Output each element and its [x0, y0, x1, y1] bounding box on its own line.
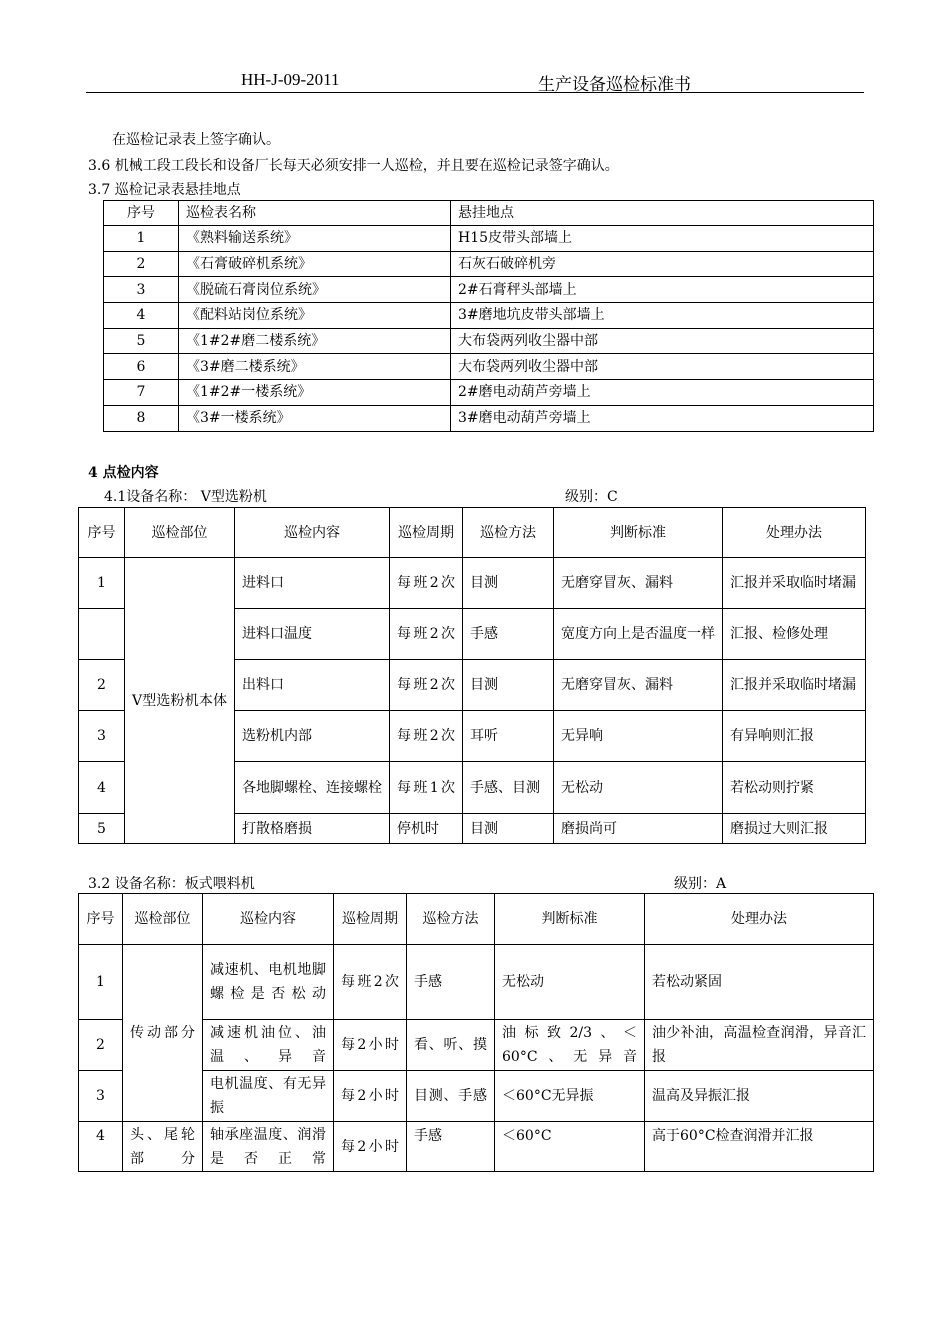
equipment-name-3-2: 3.2 设备名称：板式喂料机	[88, 876, 255, 892]
table-row	[104, 277, 874, 303]
cell: 耳听	[463, 711, 554, 762]
cell: 《1#2#一楼系统》	[179, 380, 451, 406]
table-row	[104, 380, 874, 406]
cell: 《1#2#磨二楼系统》	[179, 328, 451, 354]
cell: 油标致2/3、＜60°C、无异音	[495, 1020, 645, 1071]
cell: 手感、目测	[463, 762, 554, 814]
cell: 3#磨电动葫芦旁墙上	[451, 405, 874, 431]
cell: 目测	[463, 814, 554, 844]
cell: 5	[104, 328, 179, 354]
cell: 1	[104, 226, 179, 252]
cell: 减速机、电机地脚螺检是否松动	[203, 945, 334, 1020]
cell: 8	[104, 405, 179, 431]
header-cell: 判断标准	[495, 894, 645, 945]
cell: 2#磨电动葫芦旁墙上	[451, 380, 874, 406]
para-sign: 在巡检记录表上签字确认。	[112, 132, 280, 148]
cell: 高于60°C检查润滑并汇报	[645, 1122, 874, 1172]
cell: 《石膏破碎机系统》	[179, 251, 451, 277]
cell: 无异响	[554, 711, 723, 762]
table-row	[104, 328, 874, 354]
doc-code: HH-J-09-2011	[241, 70, 340, 89]
cell: 手感	[407, 945, 495, 1020]
cell: 4	[104, 303, 179, 329]
cell: 无松动	[554, 762, 723, 814]
cell: 各地脚螺栓、连接螺栓	[235, 762, 390, 814]
inspection-part-cell: 头、尾轮部分	[123, 1122, 203, 1172]
cell: 看、听、摸	[407, 1020, 495, 1071]
equipment-name-4-1: 4.1设备名称： V型选粉机	[104, 489, 267, 505]
cell	[79, 609, 125, 660]
cell: 手感	[407, 1122, 495, 1172]
cell: 进料口温度	[235, 609, 390, 660]
cell: 每班2次	[390, 558, 463, 609]
cell: 3	[79, 711, 125, 762]
cell: 温高及异振汇报	[645, 1071, 874, 1122]
table-row	[79, 558, 866, 609]
table-header-row	[79, 894, 874, 945]
cell: 3	[79, 1071, 123, 1122]
cell: 4	[79, 1122, 123, 1172]
cell: ＜60°C	[495, 1122, 645, 1172]
cell: 汇报、检修处理	[723, 609, 866, 660]
para-3-7: 3.7 巡检记录表悬挂地点	[88, 182, 241, 198]
para-3-6: 3.6 机械工段工段长和设备厂长每天必须安排一人巡检，并且要在巡检记录签字确认。	[88, 158, 619, 174]
cell: 电机温度、有无异振	[203, 1071, 334, 1122]
cell: 停机时	[390, 814, 463, 844]
inspection-part-cell: V型选粉机本体	[125, 558, 235, 844]
cell: 每班1次	[390, 762, 463, 814]
cell: 进料口	[235, 558, 390, 609]
table-header-row	[79, 508, 866, 558]
cell: 轴承座温度、润滑是否正常	[203, 1122, 334, 1172]
cell: 每2小时	[334, 1071, 407, 1122]
cell: 出料口	[235, 660, 390, 711]
table-row	[79, 1122, 874, 1172]
cell: 无磨穿冒灰、漏料	[554, 558, 723, 609]
cell: 《3#一楼系统》	[179, 405, 451, 431]
header-cell: 巡检内容	[203, 894, 334, 945]
cell: 磨损尚可	[554, 814, 723, 844]
v-separator-inspection-table	[78, 507, 866, 844]
level-3-2: 级别：A	[674, 876, 727, 892]
cell: 手感	[463, 609, 554, 660]
cell: 每班2次	[334, 945, 407, 1020]
header-cell: 序号	[79, 508, 125, 558]
header-cell: 巡检周期	[334, 894, 407, 945]
plate-feeder-inspection-table	[78, 893, 874, 1172]
cell: 《脱硫石膏岗位系统》	[179, 277, 451, 303]
cell: 磨损过大则汇报	[723, 814, 866, 844]
cell: 3#磨地坑皮带头部墙上	[451, 303, 874, 329]
cell: 汇报并采取临时堵漏	[723, 660, 866, 711]
table-row	[104, 405, 874, 431]
header-cell: 序号	[79, 894, 123, 945]
cell: 《熟料输送系统》	[179, 226, 451, 252]
cell: 2	[79, 1020, 123, 1071]
header-cell: 巡检表名称	[179, 201, 451, 226]
cell: 《配料站岗位系统》	[179, 303, 451, 329]
cell: 2	[79, 660, 125, 711]
header-cell: 序号	[104, 201, 179, 226]
cell: 有异响则汇报	[723, 711, 866, 762]
cell: 每班2次	[390, 711, 463, 762]
cell: H15皮带头部墙上	[451, 226, 874, 252]
table-row	[104, 354, 874, 380]
inspection-part-cell: 传动部分	[123, 945, 203, 1122]
cell: 7	[104, 380, 179, 406]
cell: 每班2次	[390, 660, 463, 711]
cell: 大布袋两列收尘器中部	[451, 354, 874, 380]
cell: 打散格磨损	[235, 814, 390, 844]
cell: 目测	[463, 558, 554, 609]
cell: 5	[79, 814, 125, 844]
cell: 2#石膏秤头部墙上	[451, 277, 874, 303]
cell: 石灰石破碎机旁	[451, 251, 874, 277]
header-cell: 处理办法	[723, 508, 866, 558]
header-cell: 悬挂地点	[451, 201, 874, 226]
header-cell: 巡检方法	[407, 894, 495, 945]
cell: 目测	[463, 660, 554, 711]
cell: 油少补油，高温检查润滑，异音汇报	[645, 1020, 874, 1071]
table-row	[104, 226, 874, 252]
cell: 汇报并采取临时堵漏	[723, 558, 866, 609]
cell: 宽度方向上是否温度一样	[554, 609, 723, 660]
header-cell: 巡检周期	[390, 508, 463, 558]
level-4-1: 级别：C	[565, 489, 618, 505]
cell: 无磨穿冒灰、漏料	[554, 660, 723, 711]
table-header-row	[104, 201, 874, 226]
section-4-title: 4 点检内容	[88, 465, 159, 481]
cell: 减速机油位、油温、异音	[203, 1020, 334, 1071]
cell: 1	[79, 558, 125, 609]
cell: 每班2次	[390, 609, 463, 660]
cell: 每2小时	[334, 1122, 407, 1172]
table-row	[104, 251, 874, 277]
doc-title: 生产设备巡检标准书	[538, 75, 691, 94]
cell: 《3#磨二楼系统》	[179, 354, 451, 380]
cell: 2	[104, 251, 179, 277]
cell: 大布袋两列收尘器中部	[451, 328, 874, 354]
page-header	[86, 68, 864, 93]
header-cell: 巡检部位	[123, 894, 203, 945]
cell: 若松动则拧紧	[723, 762, 866, 814]
cell: ＜60°C无异振	[495, 1071, 645, 1122]
cell: 4	[79, 762, 125, 814]
header-cell: 处理办法	[645, 894, 874, 945]
cell: 1	[79, 945, 123, 1020]
header-cell: 巡检方法	[463, 508, 554, 558]
table-row	[104, 303, 874, 329]
cell: 选粉机内部	[235, 711, 390, 762]
cell: 无松动	[495, 945, 645, 1020]
header-cell: 巡检部位	[125, 508, 235, 558]
table-row	[79, 945, 874, 1020]
header-cell: 判断标准	[554, 508, 723, 558]
cell: 目测、手感	[407, 1071, 495, 1122]
header-cell: 巡检内容	[235, 508, 390, 558]
cell: 每2小时	[334, 1020, 407, 1071]
cell: 3	[104, 277, 179, 303]
hanging-location-table	[103, 200, 874, 432]
cell: 若松动紧固	[645, 945, 874, 1020]
cell: 6	[104, 354, 179, 380]
